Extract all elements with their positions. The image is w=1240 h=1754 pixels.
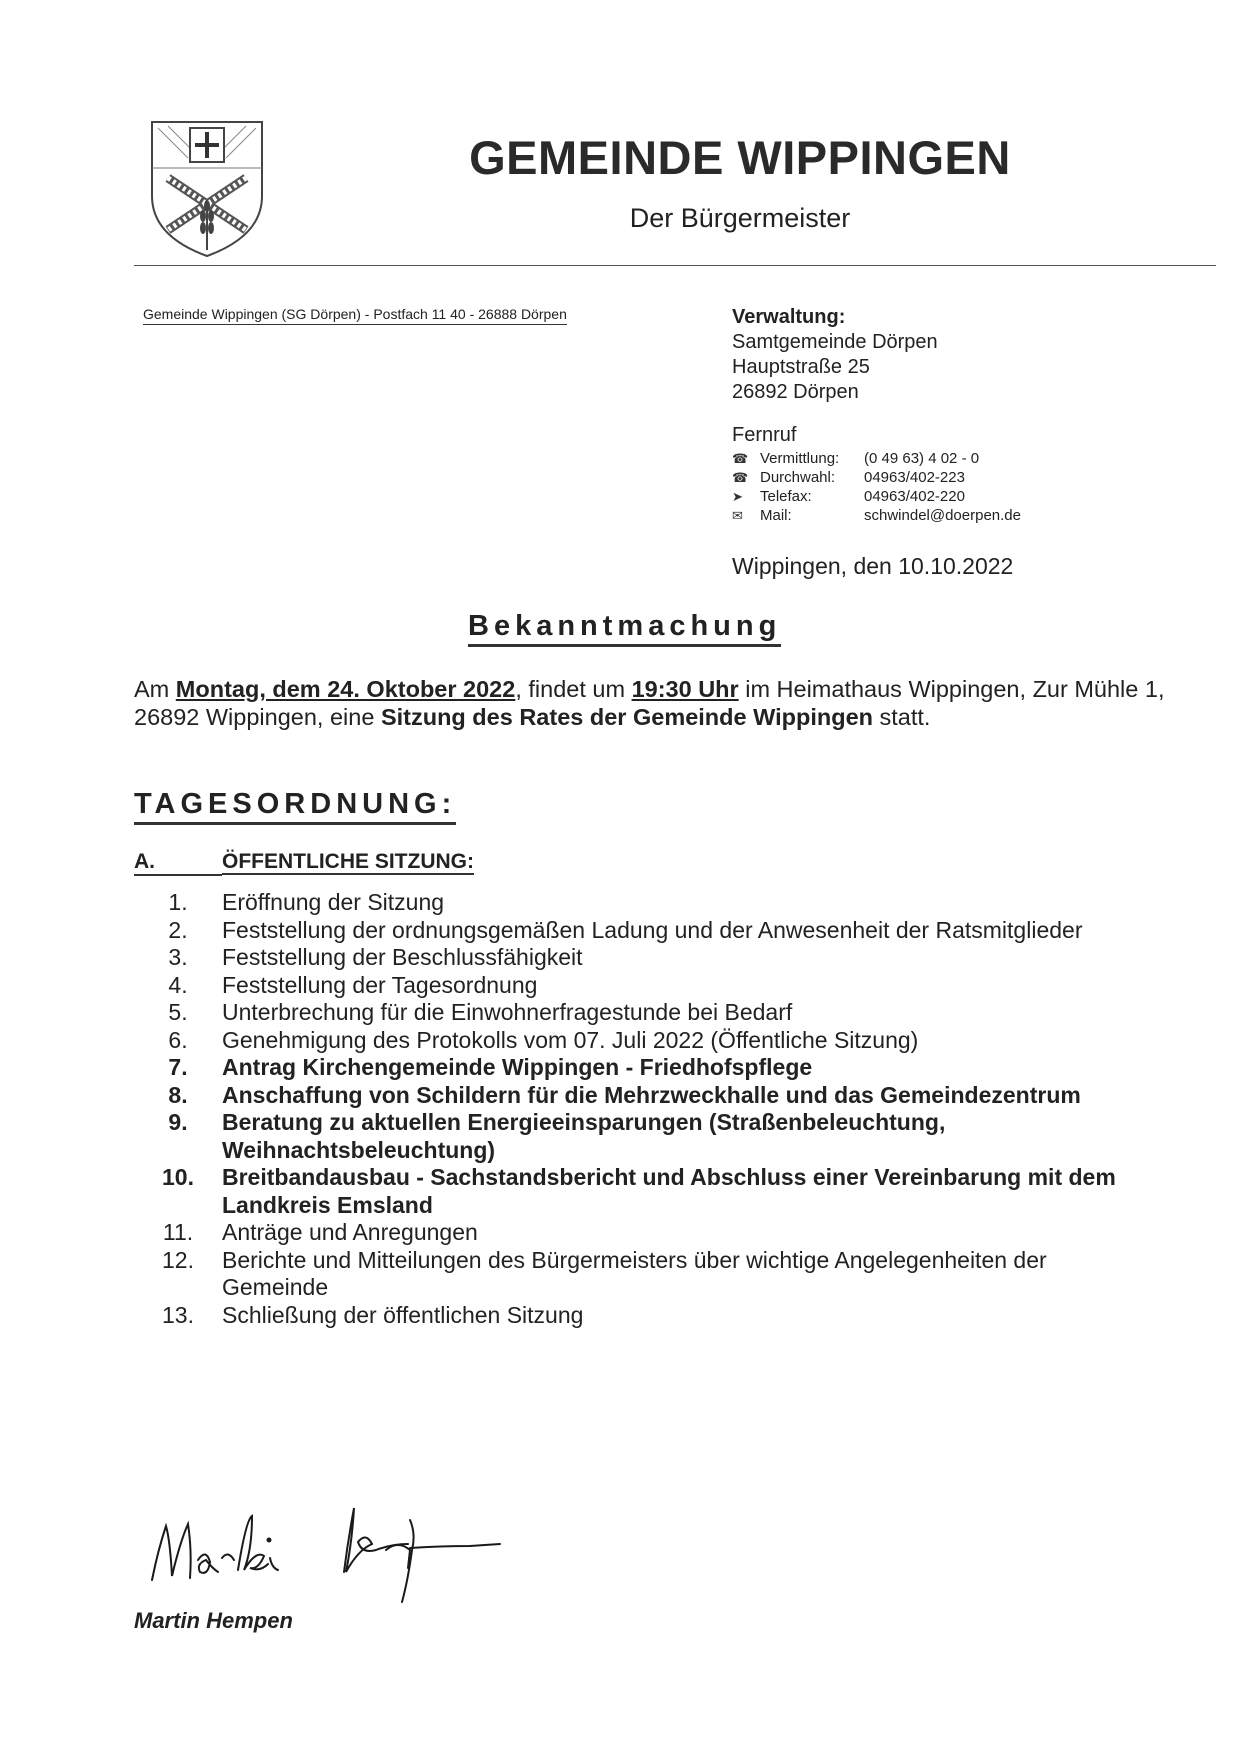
contact-block	[732, 424, 1021, 525]
signer-name: Martin Hempen	[134, 1608, 293, 1633]
agenda-item	[134, 889, 1134, 917]
document-title: Bekanntmachung	[468, 610, 781, 647]
contact-email[interactable]: schwindel@doerpen.de	[864, 507, 1021, 524]
agenda-item-number: 1.	[168, 889, 188, 915]
organization-subtitle: Der Bürgermeister	[629, 203, 851, 233]
phone-icon: ☎	[732, 450, 749, 466]
fax-icon: ➤	[732, 488, 743, 504]
agenda-item-text: Feststellung der ordnungsgemäßen Ladung und der Anwesenheit der Ratsmitglieder	[222, 916, 1083, 943]
agenda-item-text: Feststellung der Beschlussfähigkeit	[222, 944, 583, 970]
agenda-item-number: 7.	[168, 1054, 188, 1080]
agenda-item	[134, 1219, 1134, 1247]
agenda-item-number: 6.	[168, 1026, 188, 1053]
contact-key: Vermittlung:	[760, 450, 840, 467]
agenda-item-text: Feststellung der Tagesordnung	[222, 971, 538, 998]
agenda-item-text: Antrag Kirchengemeinde Wippingen - Friedhofspflege	[222, 1054, 813, 1080]
contact-row	[732, 449, 1021, 468]
contact-row	[732, 487, 1021, 506]
agenda-item	[134, 1082, 1134, 1110]
agenda-item	[134, 972, 1134, 1000]
agenda-item-number: 13.	[162, 1301, 194, 1328]
administration-line: Hauptstraße 25	[732, 356, 870, 378]
agenda-item	[134, 1054, 1134, 1082]
contact-key: Mail:	[760, 507, 792, 524]
agenda-item-number: 5.	[168, 999, 188, 1025]
agenda-item-text: Breitbandausbau - Sachstandsbericht und Abschluss einer Vereinbarung mit dem Landkreis Emsland	[222, 1164, 1116, 1218]
agenda-item-number: 4.	[168, 971, 188, 998]
handwritten-signature	[140, 1480, 580, 1620]
agenda-heading: TAGESORDNUNG:	[134, 788, 456, 825]
header-divider	[134, 265, 1216, 266]
agenda-item	[134, 1027, 1134, 1055]
meeting-date: Montag, dem 24. Oktober 2022	[175, 676, 516, 702]
agenda-item	[134, 999, 1134, 1027]
agenda-item	[134, 1109, 1134, 1164]
agenda-item-number: 10.	[162, 1164, 194, 1190]
intro-text: im Heimathaus Wippingen, Zur Mühle 1, 26892 Wippingen, eine	[134, 676, 1165, 730]
meeting-time: 19:30 Uhr	[631, 676, 739, 702]
administration-address	[732, 305, 938, 405]
agenda-item	[134, 1302, 1134, 1330]
administration-line: Samtgemeinde Dörpen	[732, 331, 938, 353]
agenda-item-text: Beratung zu aktuellen Energieeinsparungen (Straßenbeleuchtung, Weihnachtsbeleuchtung)	[222, 1109, 946, 1163]
agenda-item-text: Anschaffung von Schildern für die Mehrzweckhalle und das Gemeindezentrum	[222, 1081, 1081, 1108]
agenda-item-number: 8.	[168, 1081, 188, 1108]
contact-row	[732, 506, 1021, 525]
intro-paragraph	[134, 675, 1194, 731]
agenda-item	[134, 944, 1134, 972]
intro-text: statt.	[873, 704, 931, 730]
coat-of-arms-icon	[148, 118, 266, 260]
contact-value: 04963/402-223	[864, 469, 965, 486]
sender-address-line: Gemeinde Wippingen (SG Dörpen) - Postfach 11 40 - 26888 Dörpen	[143, 306, 567, 325]
intro-text: Am	[134, 676, 176, 702]
agenda-item-text: Schließung der öffentlichen Sitzung	[222, 1301, 584, 1328]
section-label: ÖFFENTLICHE SITZUNG:	[222, 850, 474, 873]
contact-key: Durchwahl:	[760, 469, 836, 486]
section-heading	[134, 850, 474, 876]
administration-label: Verwaltung:	[732, 306, 846, 328]
intro-text: , findet um	[515, 676, 632, 702]
agenda-item-number: 2.	[168, 916, 188, 943]
agenda-item-number: 9.	[168, 1109, 188, 1135]
mail-icon: ✉	[732, 507, 743, 523]
contact-row	[732, 468, 1021, 487]
contact-value: 04963/402-220	[864, 488, 965, 505]
organization-name: GEMEINDE WIPPINGEN	[469, 131, 1011, 184]
contact-key: Telefax:	[760, 488, 812, 505]
agenda-item	[134, 1247, 1134, 1302]
administration-line: 26892 Dörpen	[732, 381, 859, 403]
agenda-item-number: 3.	[168, 944, 188, 970]
agenda-item-text: Eröffnung der Sitzung	[222, 889, 445, 915]
agenda-item-number: 12.	[162, 1246, 194, 1273]
contact-heading: Fernruf	[732, 424, 797, 446]
agenda-item-number: 11.	[162, 1219, 194, 1245]
agenda-item-text: Anträge und Anregungen	[222, 1219, 478, 1245]
agenda-item-text: Genehmigung des Protokolls vom 07. Juli 2022 (Öffentliche Sitzung)	[222, 1026, 919, 1053]
agenda-item	[134, 917, 1134, 945]
meeting-name: Sitzung des Rates der Gemeinde Wippingen	[380, 704, 873, 730]
agenda-item-text: Berichte und Mitteilungen des Bürgermeisters über wichtige Angelegenheiten der Gemeinde	[222, 1246, 1047, 1300]
agenda-list	[134, 889, 1134, 1329]
phone-icon: ☎	[732, 469, 749, 485]
section-letter: A.	[134, 850, 222, 876]
contact-value: (0 49 63) 4 02 - 0	[864, 450, 980, 467]
date-line: Wippingen, den 10.10.2022	[732, 553, 1014, 579]
agenda-item-text: Unterbrechung für die Einwohnerfragestunde bei Bedarf	[222, 999, 793, 1025]
agenda-item	[134, 1164, 1134, 1219]
